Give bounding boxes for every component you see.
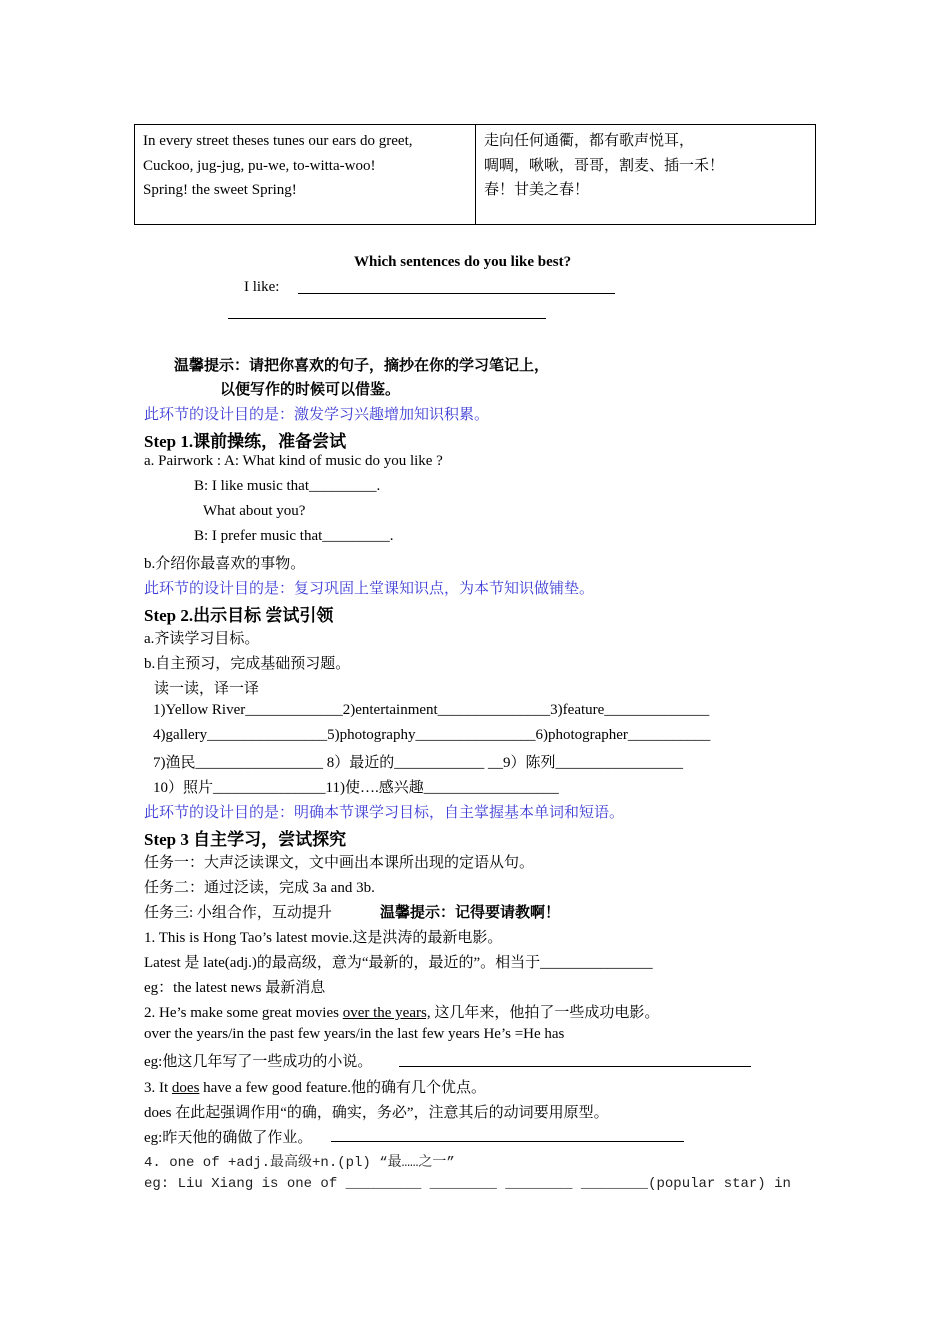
point-4: 4. one of +adj.最高级+n.(pl) “最……之一” — [144, 1155, 455, 1171]
task-3-tip: 温馨提示：记得要请教啊！ — [380, 905, 561, 921]
point-2 — [144, 1001, 659, 1022]
point-3-underlined: does — [171, 1080, 200, 1096]
answer-line[interactable] — [298, 293, 615, 294]
question-heading: Which sentences do you like best? — [354, 254, 572, 270]
poem-table — [134, 124, 816, 225]
task-3: 任务三: 小组合作，互动提升 — [144, 905, 332, 921]
step2-read: 读一读，译一译 — [154, 681, 260, 697]
poem-chinese — [476, 125, 816, 225]
poem-english — [135, 125, 476, 225]
tip-line-1: 温馨提示：请把你喜欢的句子，摘抄在你的学习笔记上， — [174, 358, 550, 374]
point-4-example: eg: Liu Xiang is one of _________ ________ ________ ________(popular star) in — [144, 1176, 791, 1192]
answer-line[interactable] — [331, 1141, 684, 1142]
task-2: 任务二：通过泛读，完成 3a and 3b. — [144, 880, 375, 896]
tip-line-2: 以便写作的时候可以借鉴。 — [220, 382, 401, 398]
answer-line[interactable] — [399, 1066, 751, 1067]
point-3-note: does 在此起强调作用“的确，确实，务必”，注意其后的动词要用原型。 — [144, 1105, 609, 1121]
vocab-row: 1)Yellow River_____________2)entertainment_______________3)feature______________ — [153, 702, 710, 718]
step1-b-line: B: I prefer music that_________. — [194, 528, 394, 544]
vocab-row: 4)gallery________________5)photography________________6)photographer___________ — [153, 727, 711, 743]
point-1-example: eg：the latest news 最新消息 — [144, 980, 326, 996]
task-1: 任务一：大声泛读课文，文中画出本课所出现的定语从句。 — [144, 855, 535, 871]
step2-title: Step 2.出示目标 尝试引领 — [144, 606, 334, 625]
step1-introduce: b.介绍你最喜欢的事物。 — [144, 556, 306, 572]
point-1: 1. This is Hong Tao’s latest movie.这是洪涛的最新电影。 — [144, 930, 503, 946]
purpose-note: 此环节的设计目的是：激发学习兴趣增加知识积累。 — [144, 407, 490, 423]
poem-en-line: Spring! the sweet Spring! — [143, 182, 297, 198]
purpose-note: 此环节的设计目的是：明确本节课学习目标，自主掌握基本单词和短语。 — [144, 805, 625, 821]
step1-what-about: What about you? — [203, 503, 306, 519]
purpose-note: 此环节的设计目的是：复习巩固上堂课知识点，为本节知识做铺垫。 — [144, 581, 595, 597]
poem-en-line: In every street theses tunes our ears do greet, — [143, 133, 413, 149]
point-2-translation: 这几年来，他拍了一些成功电影。 — [430, 1005, 660, 1021]
point-3-translation: have a few good feature.他的确有几个优点。 — [199, 1080, 487, 1096]
step1-pairwork: a. Pairwork : A: What kind of music do you like ? — [144, 453, 443, 469]
point-3-example: eg:昨天他的确做了作业。 — [144, 1130, 313, 1146]
step2-a: a.齐读学习目标。 — [144, 631, 260, 647]
poem-zh-line: 春！甘美之春！ — [484, 182, 590, 198]
point-3 — [144, 1076, 486, 1097]
step1-b-line: B: I like music that_________. — [194, 478, 381, 494]
point-2-note: over the years/in the past few years/in the last few years He’s =He has — [144, 1026, 565, 1042]
poem-en-line: Cuckoo, jug-jug, pu-we, to-witta-woo! — [143, 157, 376, 174]
point-2-underlined: over the years, — [342, 1005, 431, 1021]
poem-zh-line: 啁啁，啾啾，哥哥，割麦、插一禾！ — [484, 157, 725, 174]
point-1-note: Latest 是 late(adj.)的最高级，意为“最新的，最近的”。相当于_______________ — [144, 955, 653, 971]
answer-line[interactable] — [228, 318, 546, 319]
step3-title: Step 3 自主学习，尝试探究 — [144, 830, 347, 849]
i-like-label: I like: — [244, 279, 280, 295]
vocab-row: 10）照片_______________11)使….感兴趣__________________ — [153, 780, 559, 796]
vocab-row: 7)渔民_________________ 8）最近的____________ __9）陈列_________________ — [153, 755, 683, 771]
point-3-text: 3. It — [144, 1080, 172, 1096]
step2-b: b.自主预习，完成基础预习题。 — [144, 656, 351, 672]
step1-title: Step 1.课前操练，准备尝试 — [144, 432, 347, 451]
point-2-text: 2. He’s make some great movies — [144, 1005, 343, 1021]
poem-zh-line: 走向任何通衢，都有歌声悦耳， — [484, 133, 695, 149]
point-2-example: eg:他这几年写了一些成功的小说。 — [144, 1054, 373, 1070]
